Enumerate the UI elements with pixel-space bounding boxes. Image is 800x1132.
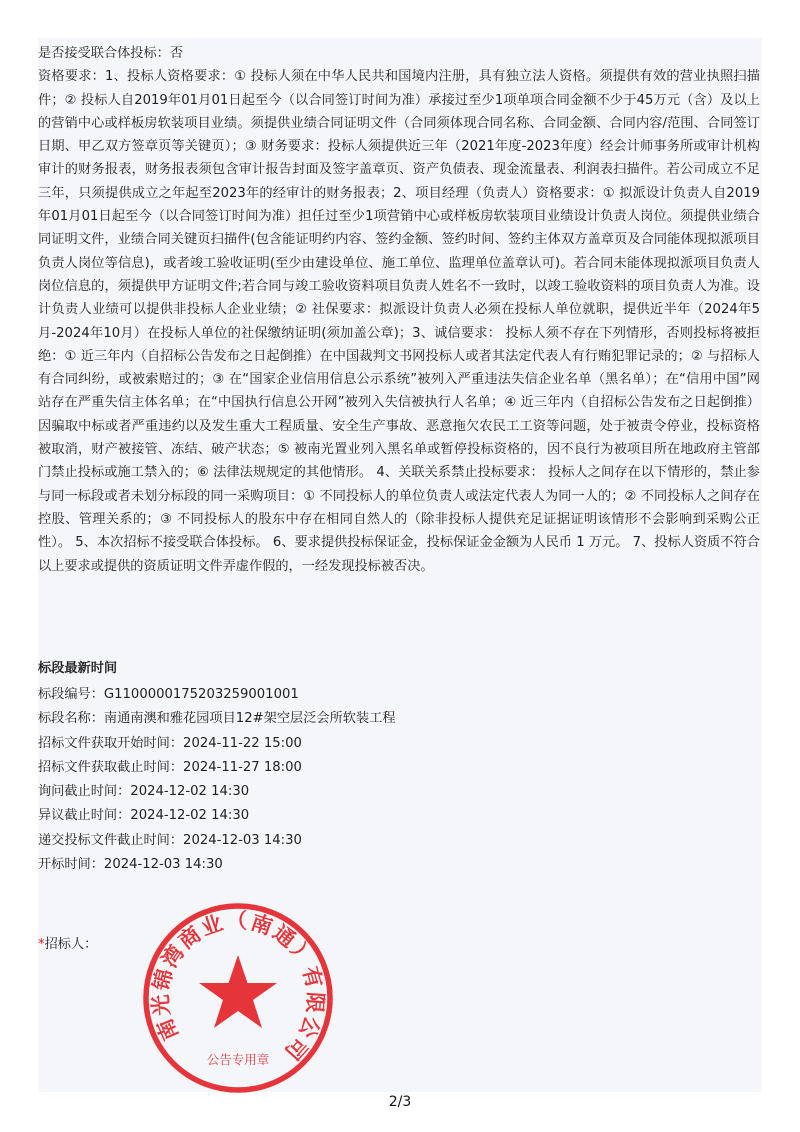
info-section-number: 标段编号：G1100000175203259001001 [38, 687, 299, 702]
bid-section-info-list [38, 683, 396, 877]
qualification-text: 是否接受联合体投标：否 资格要求：1、投标人资格要求：① 投标人须在中华人民共和国境内注册，具有独立法人资格。须提供有效的营业执照扫描件；② 投标人自2019年01月01日起至今（以合同签订时间为准）承接过至少1项单项合同金额不少于45万元（含）及以上的营销中心或样板房软装项目业绩。须提供业绩合同证明文件（合同须体现合同名称、合同金额、合同内容/范围、合同签订日期、甲乙双方签章页等关键页）；③ 财务要求：投标人须提供近三年（2021年度-2023年度）经会计师事务所或审计机构审计的财务报表，财务报表须包含审计报告封面及签字盖章页、资产负债表、现金流量表、利润表扫描件。若公司成立不足三年，只须提供成立之年起至2023年的经审计的财务报表；2、项目经理（负责人）资格要求：① 拟派设计负责人自2019年01月01日起至今（以合同签订时间为准）担任过至少1项营销中心或样板房软装项目业绩设计负责人岗位。须提供业绩合同证明文件，业绩合同关键页扫描件(包含能证明约内容、签约金额、签约时间、签约主体双方盖章页及合同能体现拟派项目负责人岗位等信息)，或者竣工验收证明(至少由建设单位、施工单位、监理单位盖章认可)。若合同未能体现拟派项目负责人岗位信息的，须提供甲方证明文件;若合同与竣工验收资料项目负责人姓名不一致时，以竣工验收资料的项目负责人为准。设计负责人业绩可以提供非投标人企业业绩；② 社保要求：拟派设计负责人必须在投标人单位就职，提供近半年（2024年5月-2024年10月）在投标人单位的社保缴纳证明(须加盖公章)；3、诚信要求： 投标人须不存在下列情形，否则投标将被拒绝：① 近三年内（自招标公告发布之日起倒推）在中国裁判文书网投标人或者其法定代表人有行贿犯罪记录的；② 与招标人有合同纠纷，或被索赔过的；③ 在“国家企业信用信息公示系统”被列入严重违法失信企业名单（黑名单）；在“信用中国”网站存在严重失信主体名单；在“中国执行信息公开网”被列入失信被执行人名单；④ 近三年内（自招标公告发布之日起倒推）因骗取中标或者严重违约以及发生重大工程质量、安全生产事故、恶意拖欠农民工工资等问题，处于被责令停业，投标资格被取消，财产被接管、冻结、破产状态；⑤ 被南光置业列入黑名单或暂停投标资格的，因不良行为被项目所在地政府主管部门禁止投标或施工禁入的；⑥ 法律法规规定的其他情形。 4、关联关系禁止投标要求： 投标人之间存在以下情形的，禁止参与同一标段或者未划分标段的同一采购项目：① 不同投标人的单位负责人或法定代表人为同一人的；② 不同投标人之间存在控股、管理关系的；③ 不同投标人的股东中存在相同自然人的（除非投标人提供充足证据证明该情形不会影响到采购公正性）。 5、本次招标不接受联合体投标。 6、要求提供投标保证金，投标保证金金额为人民币 1 万元。 7、投标人资质不符合以上要求或提供的资质证明文件弄虚作假的，一经发现投标被否决。 [38, 46, 760, 574]
section-title: 标段最新时间 [38, 661, 118, 676]
info-opening-time: 开标时间：2024-12-03 14:30 [38, 857, 223, 873]
tenderer-label-text: 招标人： [44, 937, 98, 952]
info-submission-deadline: 递交投标文件截止时间：2024-12-03 14:30 [38, 832, 302, 848]
company-seal [140, 900, 336, 1096]
info-doc-end-time: 招标文件获取截止时间：2024-11-27 18:00 [38, 759, 302, 775]
page-number: 2/3 [388, 1094, 412, 1110]
seal-center-text: 公告专用章 [206, 1052, 270, 1067]
info-inquiry-deadline: 询问截止时间：2024-12-02 14:30 [38, 784, 250, 800]
required-mark: * [38, 937, 45, 952]
tenderer-label [38, 935, 97, 955]
info-objection-deadline: 异议截止时间：2024-12-02 14:30 [38, 808, 250, 824]
star-icon [199, 955, 277, 1028]
content-panel [38, 38, 762, 1092]
info-doc-start-time: 招标文件获取开始时间：2024-11-22 15:00 [38, 735, 302, 751]
seal-org-name: 南光锦湾商业（南通）有限公司 [147, 907, 329, 1067]
info-section-name: 标段名称：南通南澳和雅花园项目12#架空层泛会所软装工程 [38, 711, 396, 727]
